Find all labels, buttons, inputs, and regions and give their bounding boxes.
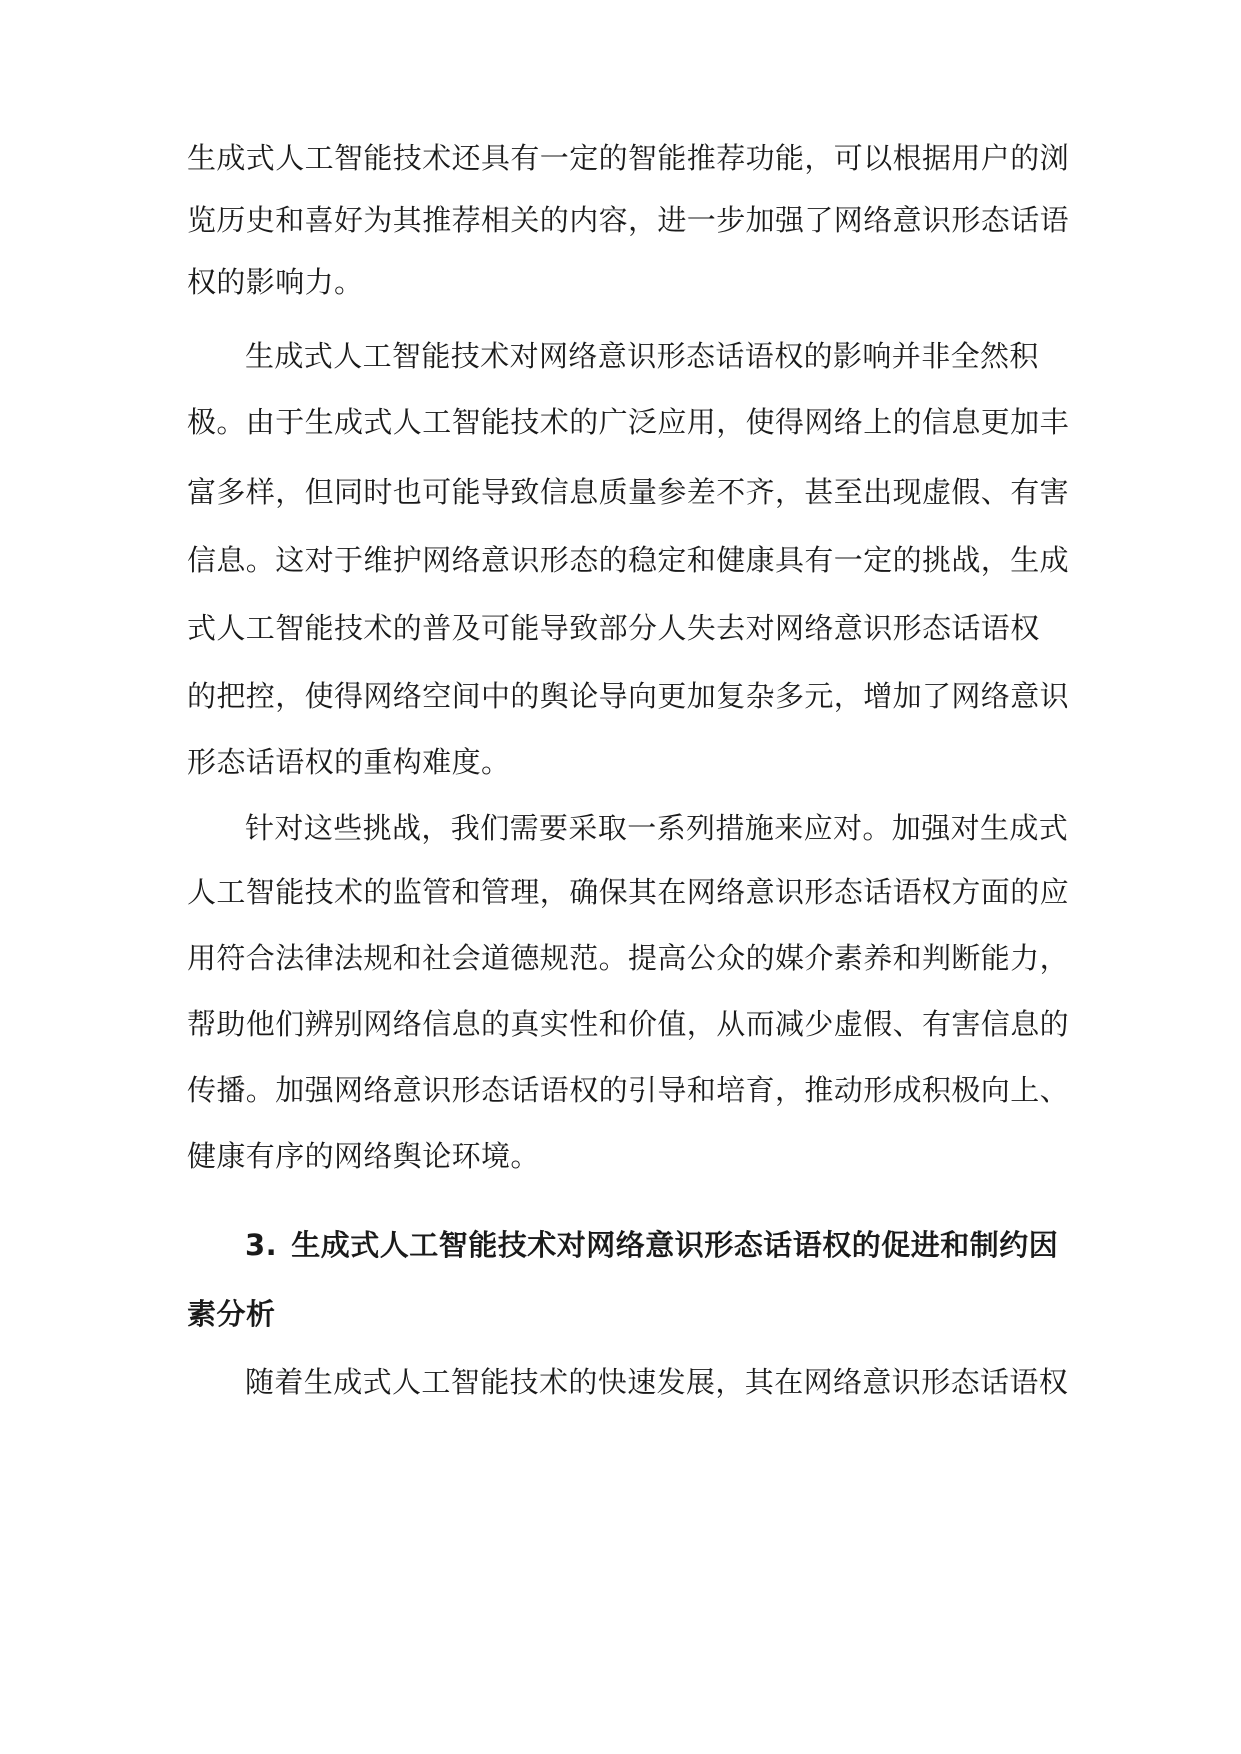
paragraph-2-line-4: 信息。这对于维护网络意识形态的稳定和健康具有一定的挑战，生成 <box>187 543 1070 577</box>
paragraph-4-line-1: 随着生成式人工智能技术的快速发展，其在网络意识形态话语权 <box>245 1365 1069 1399</box>
paragraph-2-line-6: 的把控，使得网络空间中的舆论导向更加复杂多元，增加了网络意识 <box>187 679 1070 713</box>
section-heading-title: 生成式人工智能技术对网络意识形态话语权的促进和制约因 <box>291 1228 1059 1262</box>
paragraph-2-line-7: 形态话语权的重构难度。 <box>187 745 511 779</box>
paragraph-1-line-3: 权的影响力。 <box>187 265 364 299</box>
paragraph-2-line-5: 式人工智能技术的普及可能导致部分人失去对网络意识形态话语权 <box>187 611 1040 645</box>
paragraph-2-line-2: 极。由于生成式人工智能技术的广泛应用，使得网络上的信息更加丰 <box>187 405 1070 439</box>
paragraph-3-line-3: 用符合法律法规和社会道德规范。提高公众的媒介素养和判断能力， <box>187 941 1070 975</box>
section-heading-line-2: 素分析 <box>187 1297 276 1331</box>
paragraph-3-line-5: 传播。加强网络意识形态话语权的引导和培育，推动形成积极向上、 <box>187 1073 1070 1107</box>
paragraph-3-line-2: 人工智能技术的监管和管理，确保其在网络意识形态话语权方面的应 <box>187 875 1070 909</box>
paragraph-3-line-6: 健康有序的网络舆论环境。 <box>187 1139 540 1173</box>
section-heading-number: 3. <box>245 1228 278 1262</box>
paragraph-2-line-1: 生成式人工智能技术对网络意识形态话语权的影响并非全然积 <box>245 339 1039 373</box>
section-heading-line-1 <box>245 1225 1125 1265</box>
paragraph-3-line-1: 针对这些挑战，我们需要采取一系列措施来应对。加强对生成式 <box>245 811 1069 845</box>
paragraph-1-line-2: 览历史和喜好为其推荐相关的内容，进一步加强了网络意识形态话语 <box>187 203 1070 237</box>
paragraph-3-line-4: 帮助他们辨别网络信息的真实性和价值，从而减少虚假、有害信息的 <box>187 1007 1070 1041</box>
paragraph-1-line-1: 生成式人工智能技术还具有一定的智能推荐功能，可以根据用户的浏 <box>187 141 1070 175</box>
paragraph-2-line-3: 富多样，但同时也可能导致信息质量参差不齐，甚至出现虚假、有害 <box>187 475 1070 509</box>
